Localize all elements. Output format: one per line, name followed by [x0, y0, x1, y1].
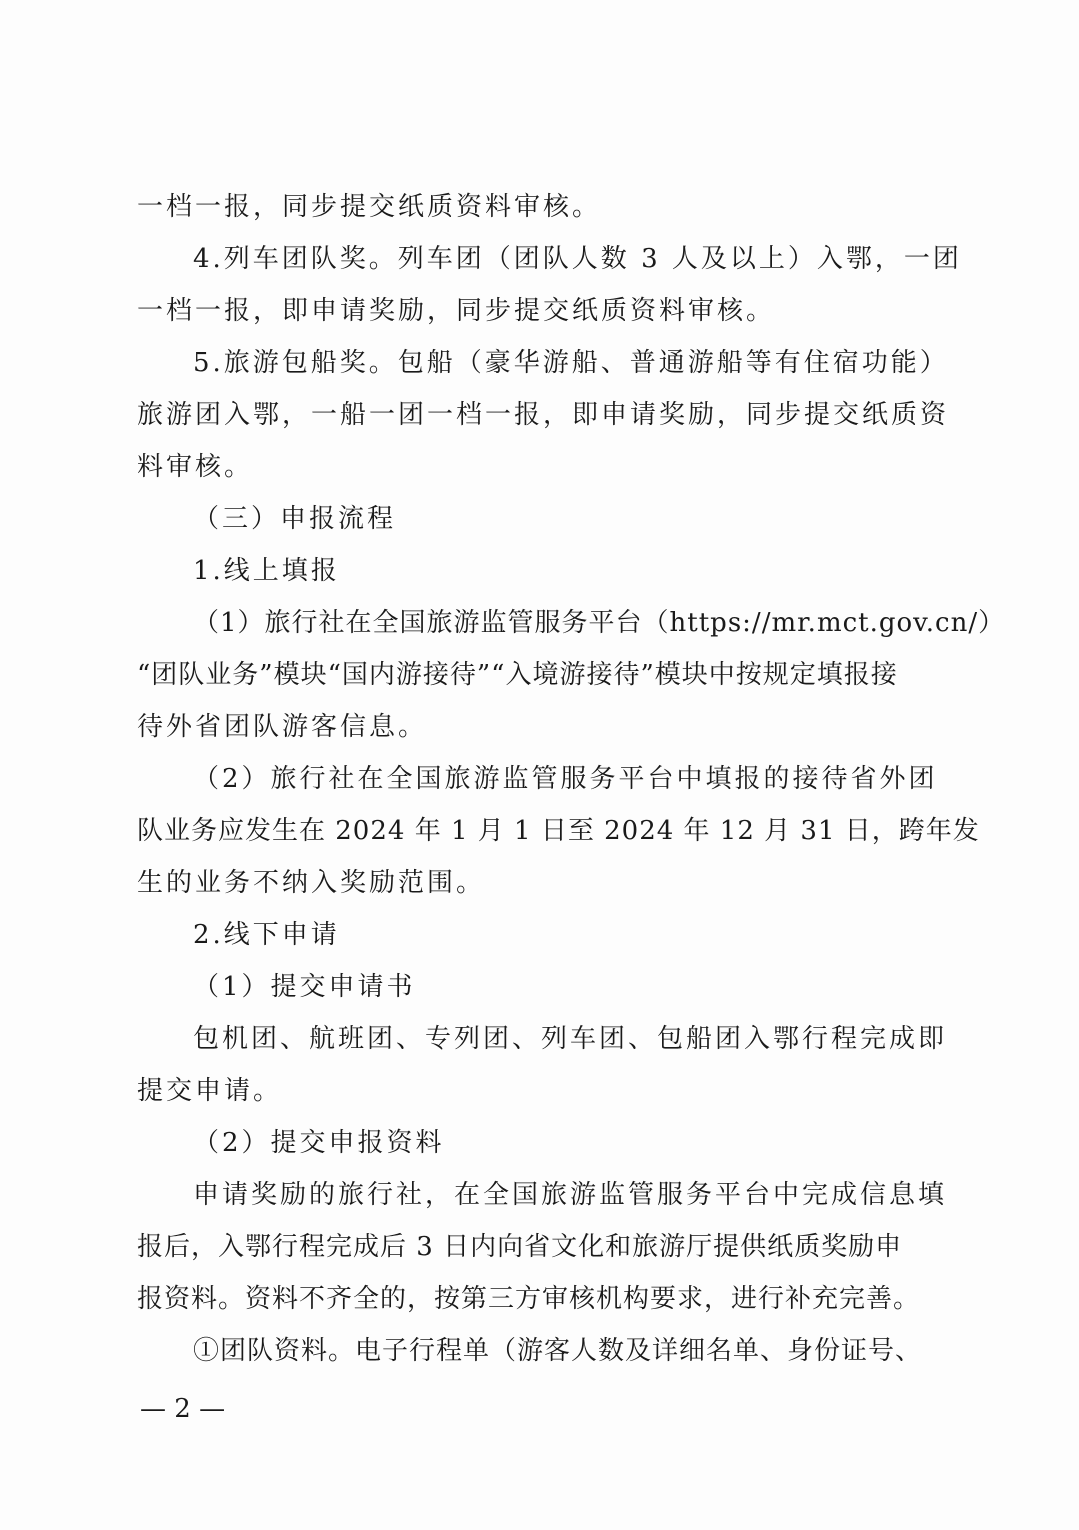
text-line: 待外省团队游客信息。	[137, 712, 428, 742]
text-line: 料审核。	[137, 452, 254, 482]
page-number: — 2 —	[140, 1394, 226, 1424]
text-line: 队业务应发生在 2024 年 1 月 1 日至 2024 年 12 月 31 日，跨年发	[137, 816, 980, 846]
text-line: 报资料。资料不齐全的，按第三方审核机构要求，进行补充完善。	[137, 1284, 921, 1314]
text-line: 5.旅游包船奖。包船（豪华游船、普通游船等有住宿功能）	[193, 348, 949, 378]
text-line: 一档一报，即申请奖励，同步提交纸质资料审核。	[137, 296, 776, 326]
text-line: 4.列车团队奖。列车团（团队人数 3 人及以上）入鄂，一团	[193, 244, 962, 274]
section-heading: （三）申报流程	[193, 504, 397, 534]
text-line: 申请奖励的旅行社，在全国旅游监管服务平台中完成信息填	[193, 1180, 948, 1210]
text-line: 一档一报，同步提交纸质资料审核。	[137, 192, 602, 222]
text-line: 提交申请。	[137, 1076, 283, 1106]
text-line: 包机团、航班团、专列团、列车团、包船团入鄂行程完成即	[193, 1024, 948, 1054]
text-line: （2）旅行社在全国旅游监管服务平台中填报的接待省外团	[193, 764, 938, 794]
text-line: 旅游团入鄂，一船一团一档一报，即申请奖励，同步提交纸质资	[137, 400, 950, 430]
item-heading: （1）提交申请书	[193, 972, 416, 1002]
subsection-heading: 2.线下申请	[193, 920, 340, 950]
item-heading: （2）提交申报资料	[193, 1128, 445, 1158]
text-line: （1）旅行社在全国旅游监管服务平台（https://mr.mct.gov.cn/）	[193, 608, 1006, 638]
subsection-heading: 1.线上填报	[193, 556, 340, 586]
text-line: 生的业务不纳入奖励范围。	[137, 868, 486, 898]
text-line: ①团队资料。电子行程单（游客人数及详细名单、身份证号、	[193, 1336, 923, 1366]
text-line: “团队业务”模块“国内游接待”“入境游接待”模块中按规定填报接	[137, 660, 898, 690]
text-line: 报后，入鄂行程完成后 3 日内向省文化和旅游厅提供纸质奖励申	[137, 1232, 903, 1262]
